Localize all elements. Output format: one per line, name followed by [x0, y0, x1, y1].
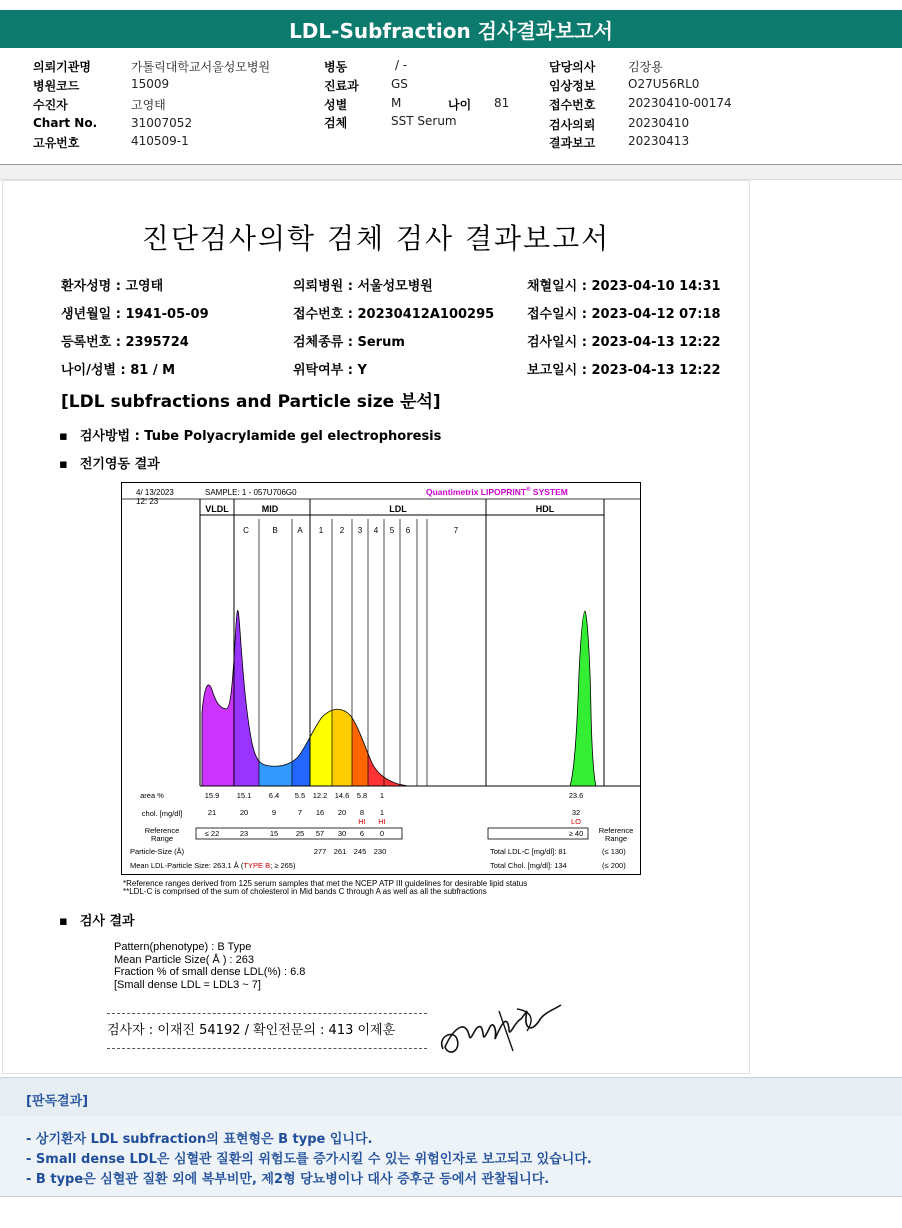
- group-label: VLDL: [205, 504, 229, 514]
- meta-label: 담당의사: [549, 60, 596, 74]
- band-label: 5: [389, 526, 395, 535]
- area-value: 5.5: [294, 791, 306, 800]
- chart-system-label: [426, 486, 568, 497]
- ref-value: 57: [315, 829, 325, 838]
- meta-value: SST Serum: [391, 114, 457, 128]
- judgment-line: - Small dense LDL은 심혈관 질환의 위험도를 증가시킬 수 있는 위험인자로 보고되고 있습니다.: [26, 1152, 592, 1167]
- band-label: 7: [453, 526, 459, 535]
- total-ldl: Total LDL-C [mg/dl]: 81: [490, 847, 567, 856]
- specimen-type: 검체종류 : Serum: [293, 335, 405, 350]
- meta-value: 20230410-00174: [628, 96, 732, 110]
- meta-value: 20230413: [628, 134, 690, 148]
- system-suffix: SYSTEM: [530, 487, 568, 497]
- meta-value: 김장용: [628, 60, 663, 74]
- judgment-line: - B type은 심혈관 질환 외에 복부비만, 제2형 당뇨병이나 대사 증후군 등에서 관찰됩니다.: [26, 1172, 550, 1187]
- band-label: C: [243, 526, 249, 535]
- phenotype: Pattern(phenotype) : B Type: [114, 941, 252, 953]
- meta-value: 31007052: [131, 116, 193, 130]
- hdl-ref-value: ≥ 40: [568, 829, 584, 838]
- total-chol-ref: (≤ 200): [602, 861, 626, 870]
- meta-value: M: [391, 96, 402, 110]
- total-ldl-ref: (≤ 130): [602, 847, 626, 856]
- separator-strip: [0, 165, 902, 180]
- meta-label: 진료과: [324, 79, 359, 93]
- test-datetime: 검사일시 : 2023-04-13 12:22: [527, 335, 721, 350]
- lipoprint-chart: [121, 482, 641, 875]
- result-bullet: ▪ 검사 결과: [59, 910, 135, 929]
- footnote-2: **LDL-C is comprised of the sum of cholesterol in Mid bands C through A as well as all the subfractions: [123, 887, 487, 896]
- chol-value: 8: [359, 808, 365, 817]
- flag-label: HI: [358, 817, 366, 826]
- signature-line: 검사자 : 이재진 54192 / 확인전문의 : 413 이제훈: [107, 1013, 427, 1049]
- meta-label: 검사의뢰: [549, 118, 596, 132]
- ref-row-label: Reference: [144, 826, 180, 835]
- judgment-line: - 상기환자 LDL subfraction의 표현형은 B type 입니다.: [26, 1132, 373, 1147]
- particle-size-label: Particle-Size (Å): [130, 847, 185, 856]
- mean-particle-size: Mean Particle Size( Å ) : 263: [114, 953, 255, 966]
- chart-time: 12: 23: [136, 497, 159, 506]
- hdl-band-fill: [562, 483, 602, 786]
- registration-number: 등록번호 : 2395724: [61, 335, 189, 350]
- meta-label: 접수번호: [549, 98, 596, 112]
- area-value: 15.9: [204, 791, 220, 800]
- chol-value: 9: [271, 808, 277, 817]
- band-label: A: [297, 526, 303, 535]
- request-info-panel: [0, 54, 902, 165]
- chol-value: 1: [379, 808, 385, 817]
- judgment-body: [0, 1116, 902, 1197]
- particle-size-value: 245: [353, 847, 367, 856]
- ref-row-label-right-2: Range: [604, 834, 628, 843]
- judgment-title: [판독결과]: [26, 1094, 89, 1109]
- meta-value: / -: [395, 58, 408, 72]
- type-prefix: (: [240, 861, 244, 870]
- report-title: 진단검사의학 검체 검사 결과보고서: [141, 222, 611, 255]
- system-mark: ®: [526, 487, 531, 493]
- meta-label: 수진자: [33, 98, 68, 112]
- area-value: 12.2: [312, 791, 328, 800]
- small-dense-definition: [Small dense LDL = LDL3 ~ 7]: [114, 978, 261, 991]
- section-title: [LDL subfractions and Particle size 분석]: [61, 392, 441, 412]
- band-label: 2: [339, 526, 345, 535]
- electrophoresis-bullet: ▪ 전기영동 결과: [59, 453, 160, 472]
- collection-datetime: 채혈일시 : 2023-04-10 14:31: [527, 279, 721, 294]
- chol-value: 16: [315, 808, 325, 817]
- particle-size-value: 261: [333, 847, 347, 856]
- band-label: 6: [405, 526, 411, 535]
- meta-value: 고영태: [131, 98, 166, 112]
- ref-row-label-right: Reference: [598, 826, 634, 835]
- ref-value: 30: [337, 829, 347, 838]
- meta-label: 의뢰기관명: [33, 60, 91, 74]
- band-label: 4: [373, 526, 379, 535]
- band-label: B: [272, 526, 278, 535]
- meta-value: 15009: [131, 77, 170, 91]
- ref-value: 23: [239, 829, 249, 838]
- area-value: 1: [379, 791, 385, 800]
- system-name: Quantimetrix LIPOPRINT: [426, 487, 527, 497]
- band-label: 1: [318, 526, 324, 535]
- signature-image: [435, 999, 565, 1059]
- footnote-1: *Reference ranges derived from 125 serum samples that met the NCEP ATP III guidelines for desirable lipid status: [123, 879, 528, 888]
- flag-label: HI: [378, 817, 386, 826]
- chol-value: 21: [207, 808, 217, 817]
- ref-value: 0: [379, 829, 385, 838]
- meta-value: 410509-1: [131, 134, 189, 148]
- meta-value: 20230410: [628, 116, 690, 130]
- meta-value: 가톨릭대학교서울성모병원: [131, 60, 271, 74]
- meta-label: 고유번호: [33, 136, 80, 150]
- method-bullet: ▪ 검사방법 : Tube Polyacrylamide gel electrophoresis: [59, 425, 441, 444]
- area-value: 6.4: [268, 791, 280, 800]
- birth-date: 생년월일 : 1941-05-09: [61, 307, 209, 322]
- total-chol: Total Chol. [mg/dl]: 134: [490, 861, 567, 870]
- chol-value: 20: [239, 808, 249, 817]
- band-label: 3: [357, 526, 363, 535]
- chol-row-label: chol. [mg/dl]: [141, 809, 183, 818]
- meta-value: O27U56RL0: [628, 77, 700, 91]
- lipoprint-svg: [122, 483, 640, 874]
- age-sex: 나이/성별 : 81 / M: [61, 363, 176, 378]
- type-suffix: ; ≥ 265): [270, 861, 296, 870]
- result-summary: [114, 941, 305, 991]
- mean-ldl-text: Mean LDL-Particle Size: 263.1 Å: [130, 861, 241, 870]
- outsourced-flag: 위탁여부 : Y: [293, 363, 367, 378]
- area-row-label: area %: [140, 791, 164, 800]
- small-dense-fraction: Fraction % of small dense LDL(%) : 6.8: [114, 966, 306, 978]
- chol-value: 7: [297, 808, 303, 817]
- meta-label: Chart No.: [33, 116, 98, 130]
- meta-label: 성별: [324, 98, 348, 112]
- report-document: [2, 180, 750, 1074]
- meta-label: 임상정보: [549, 79, 596, 93]
- ref-value: 6: [359, 829, 365, 838]
- meta-label: 병동: [324, 60, 348, 74]
- received-datetime: 접수일시 : 2023-04-12 07:18: [527, 307, 721, 322]
- chart-sample: SAMPLE: 1 - 057U706G0: [205, 488, 297, 497]
- report-header-title: LDL-Subfraction 검사결과보고서: [0, 10, 902, 48]
- area-value: 15.1: [236, 791, 252, 800]
- particle-size-value: 277: [313, 847, 327, 856]
- ref-row-label-2: Range: [150, 834, 174, 843]
- particle-size-value: 230: [373, 847, 387, 856]
- accession-number: 접수번호 : 20230412A100295: [293, 307, 495, 322]
- chol-value: 32: [571, 808, 581, 817]
- meta-label: 나이: [448, 98, 472, 112]
- area-value: 23.6: [568, 791, 584, 800]
- requesting-hospital: 의뢰병원 : 서울성모병원: [293, 279, 433, 294]
- type-label: TYPE B: [243, 861, 271, 870]
- flag-label: LO: [570, 817, 582, 826]
- meta-label: 병원코드: [33, 79, 80, 93]
- report-datetime: 보고일시 : 2023-04-13 12:22: [527, 363, 721, 378]
- judgment-header: [0, 1077, 902, 1117]
- chol-value: 20: [337, 808, 347, 817]
- chart-date: 4/ 13/2023: [136, 488, 174, 497]
- group-label: MID: [261, 504, 279, 514]
- group-label: LDL: [389, 504, 407, 514]
- group-label: HDL: [535, 504, 555, 514]
- ref-value: 15: [269, 829, 279, 838]
- meta-value: GS: [391, 77, 408, 91]
- band-fill: [200, 483, 234, 786]
- area-value: 5.8: [356, 791, 368, 800]
- meta-label: 결과보고: [549, 136, 596, 150]
- area-value: 14.6: [334, 791, 350, 800]
- ref-value: ≤ 22: [204, 829, 220, 838]
- meta-value: 81: [494, 96, 510, 110]
- mean-ldl-size: [130, 861, 296, 870]
- patient-name: 환자성명 : 고영태: [61, 279, 164, 294]
- ref-value: 25: [295, 829, 305, 838]
- meta-label: 검체: [324, 116, 348, 130]
